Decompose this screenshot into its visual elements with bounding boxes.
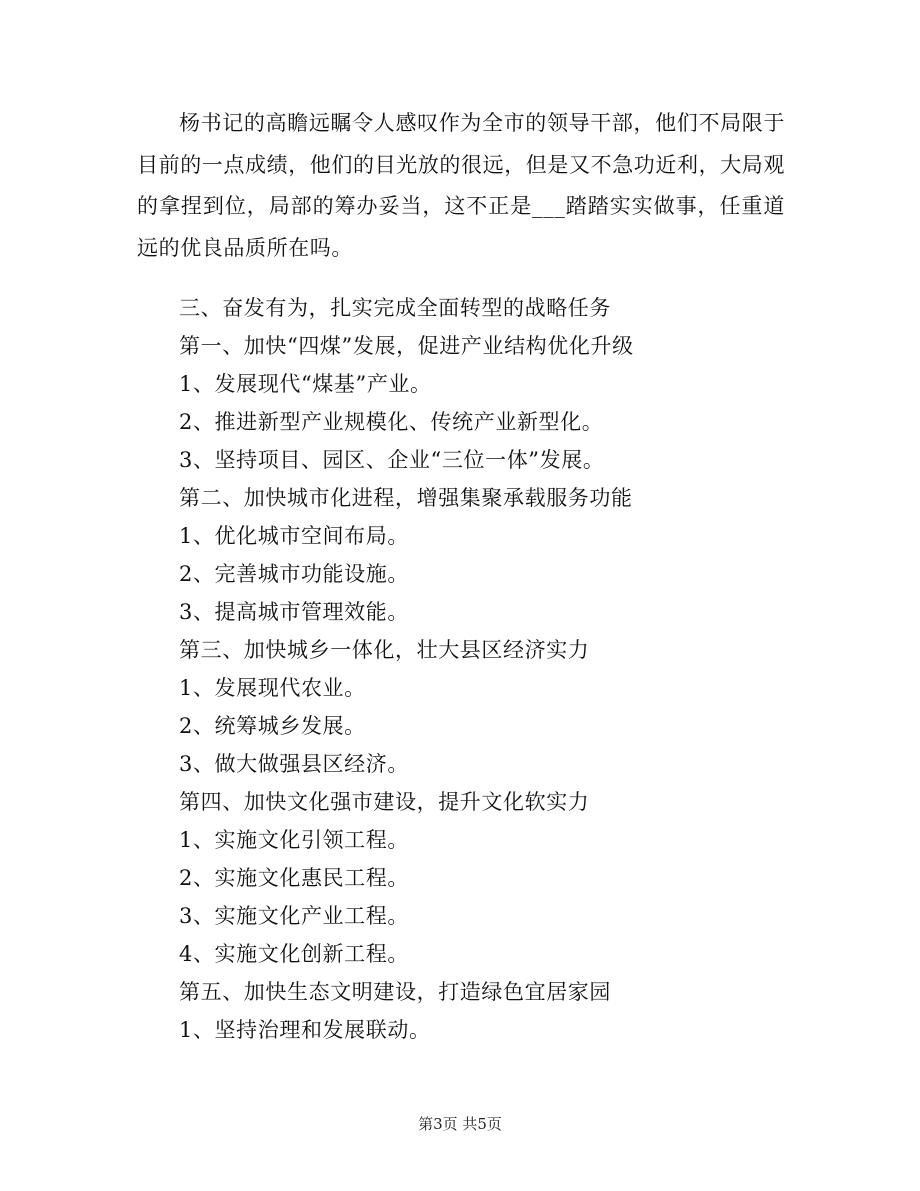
- section-heading-3: 三、奋发有为，扎实完成全面转型的战略任务: [179, 296, 611, 320]
- list-item: 3、提高城市管理效能。: [179, 600, 409, 624]
- subsection-heading-2: 第二、加快城市化进程，增强集聚承载服务功能: [179, 486, 633, 510]
- list-item: 3、实施文化产业工程。: [179, 904, 409, 928]
- subsection-heading-3: 第三、加快城乡一体化，壮大县区经济实力: [179, 638, 590, 662]
- list-item: 3、做大做强县区经济。: [179, 752, 409, 776]
- intro-paragraph: 杨书记的高瞻远瞩令人感叹作为全市的领导干部，他们不局限于目前的一点成绩，他们的目光放的很远，但是又不急功近利，大局观的拿捏到位，局部的筹办妥当，这不正是___踏踏实实做事，任重道远的优良品质所在吗。: [137, 111, 785, 260]
- list-item: 1、发展现代农业。: [179, 676, 366, 700]
- list-item: 1、实施文化引领工程。: [179, 828, 409, 852]
- list-item: 1、坚持治理和发展联动。: [179, 1018, 431, 1042]
- list-item: 1、发展现代“煤基”产业。: [179, 372, 432, 396]
- list-item: 1、优化城市空间布局。: [179, 524, 409, 548]
- subsection-heading-4: 第四、加快文化强市建设，提升文化软实力: [179, 790, 590, 814]
- page-footer: 第3页 共5页: [418, 1115, 502, 1133]
- subsection-heading-5: 第五、加快生态文明建设，打造绿色宜居家园: [179, 980, 611, 1004]
- list-item: 2、实施文化惠民工程。: [179, 866, 409, 890]
- list-item: 2、完善城市功能设施。: [179, 562, 409, 586]
- list-item: 2、统筹城乡发展。: [179, 714, 366, 738]
- outline-list: [137, 289, 785, 1049]
- list-item: 3、坚持项目、园区、企业“三位一体”发展。: [179, 448, 605, 472]
- document-body: [137, 103, 785, 1049]
- subsection-heading-1: 第一、加快“四煤”发展，促进产业结构优化升级: [179, 334, 634, 358]
- list-item: 2、推进新型产业规模化、传统产业新型化。: [179, 410, 604, 434]
- list-item: 4、实施文化创新工程。: [179, 942, 409, 966]
